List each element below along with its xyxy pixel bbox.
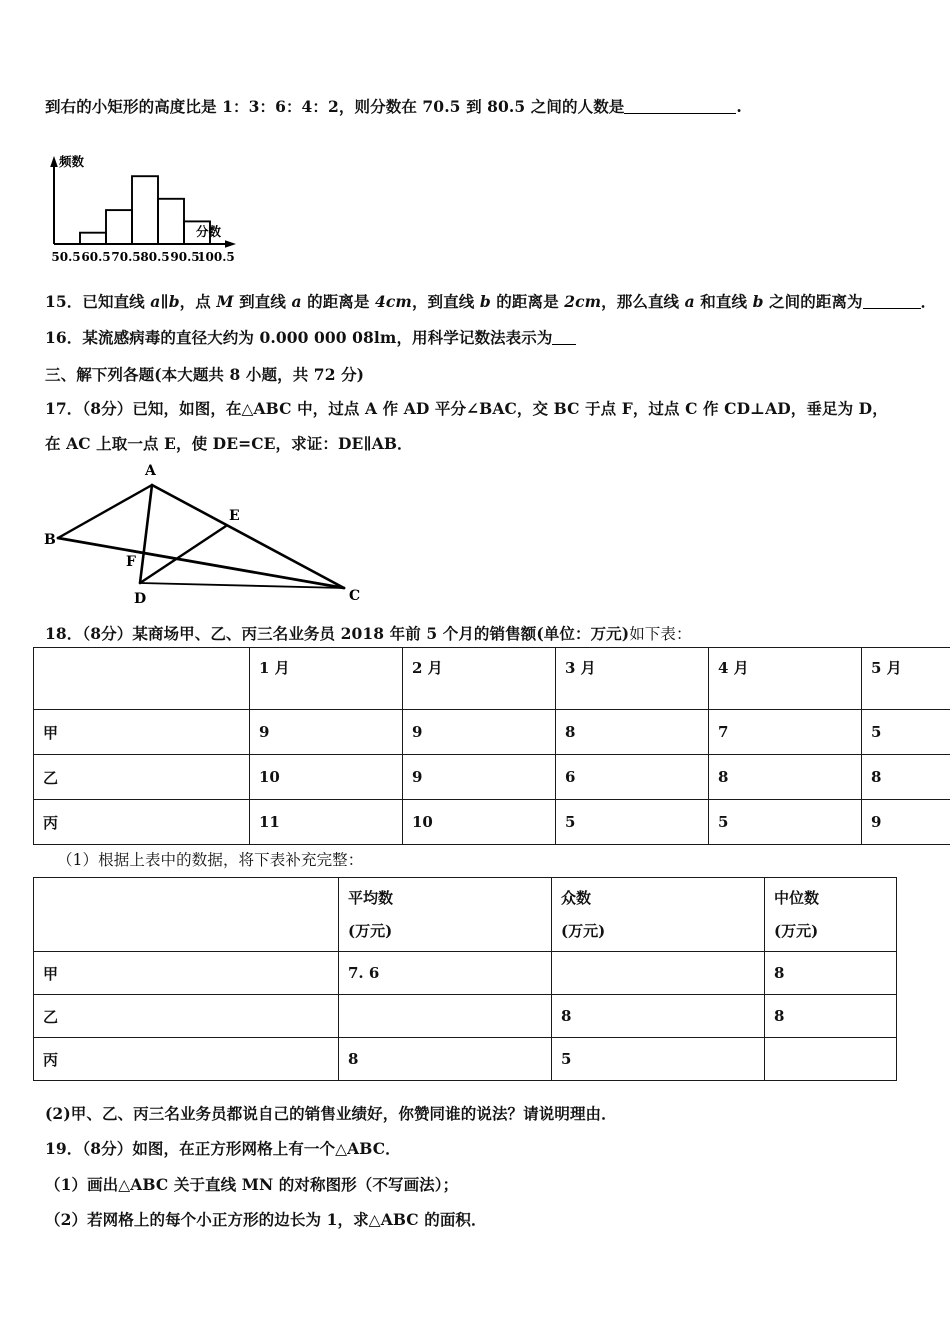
q14-tail-line	[45, 96, 742, 118]
q15-text-i: 之间的距离为	[763, 292, 863, 311]
stats-cell-yi-median[interactable]: 8	[765, 995, 897, 1038]
question-19-stem	[45, 1138, 401, 1160]
table-row	[34, 995, 897, 1038]
sales-cell-yi-m5: 8	[862, 755, 950, 800]
q17-number: 17．	[45, 399, 83, 418]
q16-answer-blank[interactable]	[552, 344, 576, 345]
q15-var-ab: a∥b	[150, 292, 180, 311]
stats-cell-yi-mean[interactable]	[339, 995, 552, 1038]
stats-col-mode-unit: (万元)	[561, 922, 606, 940]
histogram-bar	[106, 210, 132, 244]
sales-col-month-3: 3 月	[556, 648, 709, 710]
q18-number: 18．	[45, 624, 83, 643]
stats-cell-yi-mode[interactable]: 8	[552, 995, 765, 1038]
histogram-tick-label: 80.5	[140, 250, 170, 264]
sales-cell-jia-m5: 5	[862, 710, 950, 755]
stats-col-mean	[339, 878, 552, 952]
q15-number: 15．	[45, 292, 83, 311]
label-E: E	[229, 508, 240, 524]
q15-var-b2: b	[752, 292, 764, 311]
histogram-svg	[44, 148, 314, 273]
q18-part1-prompt: （1）根据上表中的数据，将下表补充完整：	[57, 851, 364, 869]
question-18-stem	[45, 623, 692, 645]
stats-row-name-jia: 甲	[34, 952, 339, 995]
q18-part2-prompt: (2)甲、乙、丙三名业务员都说自己的销售业绩好，你赞同谁的说法？请说明理由．	[45, 1104, 617, 1123]
sales-cell-bing-m1: 11	[250, 800, 403, 845]
sales-cell-jia-m3: 8	[556, 710, 709, 755]
q15-val-2cm: 2cm	[564, 292, 602, 311]
sales-row-name-jia: 甲	[34, 710, 250, 755]
q17-figure-svg	[44, 458, 364, 606]
q15-var-m: M	[216, 292, 234, 311]
histogram-tick-label: 90.5	[170, 250, 200, 264]
stats-col-mean-label: 平均数	[348, 889, 394, 907]
stats-cell-bing-median[interactable]	[765, 1038, 897, 1081]
table-header-row	[34, 878, 897, 952]
sales-cell-yi-m2: 9	[403, 755, 556, 800]
q19-part2: （2）若网格上的每个小正方形的边长为 1，求△ABC 的面积．	[45, 1210, 487, 1229]
stats-col-mode	[552, 878, 765, 952]
label-A: A	[145, 463, 156, 479]
q15-text-b: ，点	[179, 292, 217, 311]
table-row	[34, 800, 950, 845]
stats-col-blank	[34, 878, 339, 952]
q17-text-line1: 已知，如图，在△ABC 中，过点 A 作 AD 平分∠BAC，交 BC 于点 F，过点 C 作 CD⊥AD，垂足为 D，	[132, 399, 888, 418]
sales-cell-bing-m2: 10	[403, 800, 556, 845]
sales-col-month-2: 2 月	[403, 648, 556, 710]
q15-text-end: ．	[920, 292, 937, 311]
label-F: F	[126, 554, 136, 570]
sales-cell-jia-m2: 9	[403, 710, 556, 755]
histogram-tick-label: 60.5	[81, 250, 111, 264]
q19-part1: （1）画出△ABC 关于直线 MN 的对称图形（不写画法）；	[45, 1175, 459, 1194]
q18-score: （8分）	[82, 624, 133, 643]
stats-row-name-yi: 乙	[34, 995, 339, 1038]
question-15	[45, 291, 936, 313]
stats-cell-jia-median[interactable]: 8	[765, 952, 897, 995]
sales-cell-bing-m3: 5	[556, 800, 709, 845]
sales-col-month-1: 1 月	[250, 648, 403, 710]
sales-cell-yi-m3: 6	[556, 755, 709, 800]
sales-col-month-4: 4 月	[709, 648, 862, 710]
stats-col-median-label: 中位数	[774, 889, 820, 907]
q15-var-b1: b	[479, 292, 491, 311]
question-17-line2: 在 AC 上取一点 E，使 DE=CE，求证：DE∥AB．	[45, 434, 413, 453]
q19-stem-text: 如图，在正方形网格上有一个△ABC．	[132, 1139, 401, 1158]
sales-col-blank	[34, 648, 250, 710]
question-16	[45, 327, 576, 349]
q14-answer-blank[interactable]	[624, 113, 736, 114]
q15-text-d: 的距离是	[301, 292, 375, 311]
q18-stem-b: 如下表：	[629, 625, 692, 643]
q15-text-c: 到直线	[233, 292, 292, 311]
q16-text-a: 某流感病毒的直径大约为	[82, 328, 260, 347]
q15-text-e: ，到直线	[411, 292, 480, 311]
sales-cell-bing-m4: 5	[709, 800, 862, 845]
sales-table	[33, 647, 950, 845]
sales-cell-yi-m4: 8	[709, 755, 862, 800]
frequency-histogram	[44, 148, 314, 273]
sales-cell-yi-m1: 10	[250, 755, 403, 800]
stats-col-median	[765, 878, 897, 952]
section-three-heading: 三、解下列各题(本大题共 8 小题，共 72 分)	[45, 365, 365, 384]
histogram-tick-label: 70.5	[111, 250, 141, 264]
q15-answer-blank[interactable]	[863, 308, 921, 309]
q15-text-g: ，那么直线	[601, 292, 685, 311]
histogram-bar	[80, 233, 106, 244]
sales-cell-jia-m1: 9	[250, 710, 403, 755]
stats-cell-bing-mode[interactable]: 5	[552, 1038, 765, 1081]
stats-cell-jia-mean[interactable]: 7. 6	[339, 952, 552, 995]
q16-text-b: ，用科学记数法表示为	[396, 328, 553, 347]
stats-row-name-bing: 丙	[34, 1038, 339, 1081]
histogram-tick-label: 100.5	[197, 250, 235, 264]
q15-var-a1: a	[291, 292, 302, 311]
table-row	[34, 952, 897, 995]
stats-col-mean-unit: (万元)	[348, 922, 393, 940]
q17-score: （8分）	[82, 399, 133, 418]
stats-col-median-unit: (万元)	[774, 922, 819, 940]
q15-val-4cm: 4cm	[375, 292, 412, 311]
q15-text-f: 的距离是	[490, 292, 565, 311]
label-B: B	[44, 532, 56, 548]
table-row	[34, 710, 950, 755]
histogram-tick-label: 50.5	[51, 250, 81, 264]
q17-geometry-figure	[44, 458, 364, 606]
histogram-x-axis-label: 分数	[196, 224, 222, 239]
table-row	[34, 755, 950, 800]
stats-col-mode-label: 众数	[561, 889, 592, 907]
sales-row-name-yi: 乙	[34, 755, 250, 800]
table-row	[34, 1038, 897, 1081]
table-header-row	[34, 648, 950, 710]
histogram-bars	[80, 176, 210, 244]
q15-text-h: 和直线	[694, 292, 753, 311]
q16-number: 16．	[45, 328, 83, 347]
q18-stem-a: 某商场甲、乙、丙三名业务员 2018 年前 5 个月的销售额(单位：万元)	[132, 624, 630, 643]
histogram-y-axis-label: 频数	[59, 154, 85, 169]
label-C: C	[349, 588, 361, 604]
histogram-bar	[132, 176, 158, 244]
q14-tail-text: 到右的小矩形的高度比是 1：3：6：4：2，则分数在 70.5 到 80.5 之间的人数是	[45, 97, 625, 116]
stats-cell-jia-mode[interactable]	[552, 952, 765, 995]
q15-var-a2: a	[684, 292, 695, 311]
label-D: D	[134, 591, 147, 606]
sales-cell-bing-m5: 9	[862, 800, 950, 845]
stats-cell-bing-mean[interactable]: 8	[339, 1038, 552, 1081]
sales-col-month-5: 5 月	[862, 648, 950, 710]
question-17-line1	[45, 398, 888, 420]
q19-score: （8分）	[82, 1139, 133, 1158]
sales-row-name-bing: 丙	[34, 800, 250, 845]
q19-number: 19．	[45, 1139, 83, 1158]
stats-table	[33, 877, 897, 1081]
sales-cell-jia-m4: 7	[709, 710, 862, 755]
histogram-tick-labels	[51, 250, 234, 264]
q14-tail-period: .	[736, 97, 742, 116]
histogram-bar	[158, 199, 184, 244]
q15-text-a: 已知直线	[82, 292, 151, 311]
q16-value: 0.000 000 08lm	[259, 328, 397, 347]
